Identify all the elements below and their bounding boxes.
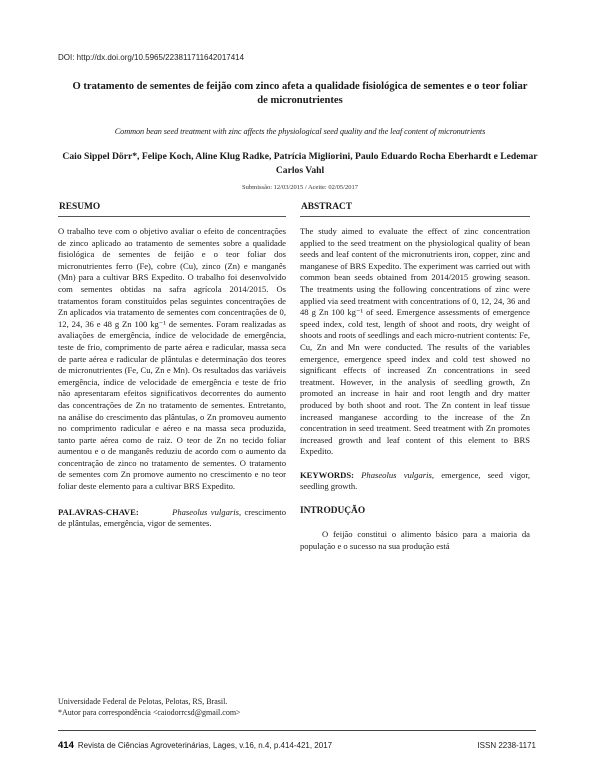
page-number: 414 [58, 740, 74, 751]
palavras-chave-rest: , crescimento de plântulas, emergência, vigor de sementes. [58, 506, 286, 529]
submission-dates: Submissão: 12/03/2015 / Aceite: 02/05/2017 [242, 184, 358, 191]
palavras-chave [58, 507, 286, 530]
doi-line[interactable]: DOI: http://dx.doi.org/10.5965/223811711642017414 [58, 53, 245, 62]
left-column [58, 202, 286, 530]
affiliation: Universidade Federal de Pelotas, Pelotas, RS, Brasil. [58, 697, 228, 706]
footer-citation [58, 740, 332, 751]
resumo-heading: RESUMO [58, 202, 286, 217]
abstract-heading: ABSTRACT [300, 202, 530, 217]
right-column [300, 202, 530, 552]
journal-citation: Revista de Ciências Agroveterinárias, Lages, v.16, n.4, p.414-421, 2017 [77, 741, 333, 750]
keywords-rest: , emergence, seed vigor, seedling growth. [300, 469, 530, 492]
correspondence: *Autor para correspondência <caiodorrcsd@gmail.com> [58, 708, 241, 717]
introducao-heading: INTRODUÇÃO [300, 506, 366, 517]
introducao-text: O feijão constitui o alimento básico para a maioria da população e o sucesso na sua produção está [300, 529, 530, 551]
issn: ISSN 2238-1171 [477, 741, 536, 750]
article-title: O tratamento de sementes de feijão com zinco afeta a qualidade fisiológica de sementes e o teor foliar de micronutrientes [72, 81, 528, 106]
author-list: Caio Sippel Dörr*, Felipe Koch, Aline Klug Radke, Patrícia Migliorini, Paulo Eduardo Rocha Eberhardt e Ledemar Carlos Vahl [62, 151, 538, 176]
footnote [58, 696, 358, 718]
keywords-species: Phaseolus vulgaris [361, 469, 432, 480]
footer-divider [58, 730, 536, 731]
abstract-text: The study aimed to evaluate the effect of zinc concentration applied to the seed treatment on the physiological quality of bean seeds and leaf content of the micronutrients iron, copper, zinc and manganese of BRS Expedito. The experiment was carried out with common bean seeds obtained from 2014/2015 growing season. The treatments using the following concentrations of zinc were applied via seed treatment with concentrations of 0, 12, 24, 36 and 48 g Zn 100 kg⁻¹ of seed. Emergence assessments of emergence speed index, cold test, length of shoot and roots, dry weight of shoots and roots of seedlings and each micro-nutrient contents: Fe, Cu, Zn and Mn were conducted. The results of the variables emergence, emergence speed index and cold test showed no significant effects of increased Zn concentrations in seed treatment. However, in the analysis of seedling growth, Zn promoted an increase in hair and root length and dry matter produced by both shoot and root. The Zn content in leaf tissue increased manganese according to the increase of the Zn concentration in seed treatment. Seed treatment with Zn promotes increased growth and leaf content of this element to BRS Expedito. [300, 226, 530, 457]
resumo-text: O trabalho teve com o objetivo avaliar o efeito de concentrações de zinco aplicado ao tratamento de sementes sobre a qualidade fisiológica de sementes de feijão e o teor foliar dos micronutrientes ferro (Fe), cobre (Cu), zinco (Zn) e manganês (Mn) para a cultivar BRS Expedito. O trabalho foi desenvolvido com sementes obtidas na safra agrícola 2014/2015. Os tratamentos foram constituídos pelas seguintes concentrações de Zn aplicados via tratamento de sementes com concentrações de 0, 12, 24, 36 e 48 g Zn 100 kg⁻¹ de sementes. Foram realizadas as avaliações de emergência, índice de velocidade de emergência, teste de frio, comprimento de parte aérea e radicular, massa seca de parte aérea e radicular de plântulas e determinação dos teores de micronutrientes (Fe, Cu, Zn e Mn). Os resultados das variáveis emergência, índice de velocidade de emergência e teste de frio não apresentaram efeitos significativos decorrentes do aumento das concentrações de Zn no tratamento de sementes. Entretanto, na análise do crescimento das plântulas, o Zn promoveu aumento no comprimento radicular e aéreo e na massa seca produzida, tanto parte aérea como de raiz. O teor de Zn no tecido foliar aumentou e o de manganês reduziu de acordo com o aumento da concentração de zinco no tratamento de sementes. O tratamento de sementes com Zn promove aumento no crescimento e no teor foliar deste elemento para a cultivar BRS Expedito. [58, 226, 286, 492]
article-subtitle-english: Common bean seed treatment with zinc affects the physiological seed quality and the leaf content of micronutrients [114, 127, 486, 136]
keywords-label: KEYWORDS: [300, 469, 354, 480]
palavras-chave-label: PALAVRAS-CHAVE: [58, 506, 139, 517]
keywords [300, 470, 530, 493]
palavras-chave-species: Phaseolus vulgaris [172, 506, 239, 517]
